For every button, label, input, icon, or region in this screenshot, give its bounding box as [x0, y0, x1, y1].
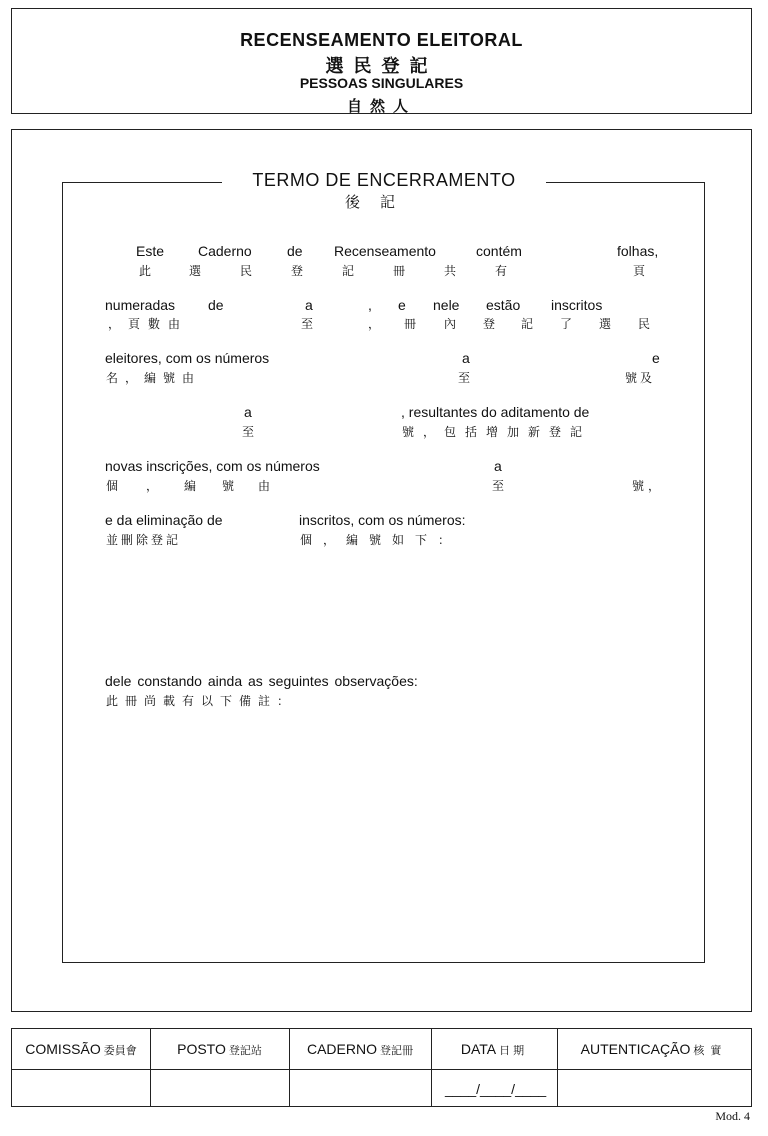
line1-zh: 記 [342, 264, 355, 278]
line6-text: inscritos, com os números: [299, 512, 466, 528]
line6-zh: 並刪除登記 [106, 533, 182, 547]
termo-title-pt: TERMO DE ENCERRAMENTO [222, 170, 546, 191]
line1-zh: 冊 [393, 264, 406, 278]
line2-word: e [398, 297, 406, 313]
form-model-number: Mod. 4 [715, 1109, 750, 1123]
line3-zh: 名，編號由 [106, 371, 202, 385]
line2-zh: 了 [560, 317, 573, 331]
line2-zh: 冊 [404, 317, 417, 331]
line3-text: eleitores, com os números [105, 350, 270, 366]
line2-word: estão [486, 297, 521, 313]
line1-zh: 登 [291, 264, 304, 278]
line4-zh: 至 [242, 425, 255, 439]
line2-zh: ， [368, 317, 381, 331]
line5-word: a [494, 458, 502, 474]
line4-zh: 號，包括增加新登記 [402, 425, 592, 439]
footer-head-label-zh: 日期 [499, 1045, 528, 1057]
line1-zh: 民 [240, 264, 253, 278]
line2-zh: 內 [444, 317, 457, 331]
line3-word: e [652, 350, 660, 366]
header-title-zh: 選民登記 [325, 56, 438, 76]
line1-word: Este [136, 243, 165, 259]
line2-word: , [368, 297, 372, 313]
line1-zh: 共 [444, 264, 457, 278]
line5-zh: 編 [184, 479, 197, 493]
line2-zh: 選 [599, 317, 612, 331]
footer-divider [12, 1069, 751, 1070]
line2-zh: 登 [483, 317, 496, 331]
footer-head-autenticacao [557, 1029, 751, 1069]
line2-word: a [305, 297, 313, 313]
line5-zh: ， [146, 479, 159, 493]
footer-head-label-zh: 登記冊 [380, 1045, 413, 1057]
line1-zh: 選 [189, 264, 202, 278]
line1-word: contém [476, 243, 522, 259]
line1-zh: 有 [495, 264, 508, 278]
line5-zh: 號 [222, 479, 235, 493]
line2-zh: 記 [521, 317, 534, 331]
line2-word: inscritos [551, 297, 603, 313]
footer-head-label-zh: 委員會 [103, 1045, 137, 1057]
line2-word: numeradas [105, 297, 176, 313]
line2-zh: 民 [638, 317, 651, 331]
line1-zh: 頁 [633, 264, 646, 278]
footer-head-posto [150, 1029, 289, 1069]
termo-title-zh: 後記 [344, 194, 415, 211]
line1-zh: 此 [139, 264, 152, 278]
header-title-pt: RECENSEAMENTO ELEITORAL [240, 30, 523, 50]
footer-table [11, 1028, 752, 1107]
footer-head-label: POSTO [177, 1041, 226, 1057]
line3-zh: 至 [458, 371, 471, 385]
header-box [11, 8, 752, 114]
line3-word: a [462, 350, 470, 366]
line1-word: Caderno [198, 243, 252, 259]
observations-label: dele constando ainda as seguintes observações: [105, 673, 418, 689]
line1-word: folhas, [617, 243, 659, 259]
line4-text: , resultantes do aditamento de [401, 404, 590, 420]
footer-head-label: COMISSÃO [25, 1041, 101, 1057]
footer-head-comissao [12, 1029, 150, 1069]
line2-word: de [208, 297, 224, 313]
footer-head-data [431, 1029, 557, 1069]
line2-zh: 至 [301, 317, 314, 331]
date-field[interactable]: ____/____/____ [445, 1081, 547, 1097]
header-subtitle-pt: PESSOAS SINGULARES [299, 75, 464, 91]
line6-zh: 個，編號如下： [300, 533, 462, 547]
line5-zh: 至 [492, 479, 505, 493]
footer-head-label: AUTENTICAÇÃO [580, 1041, 691, 1057]
line4-word: a [244, 404, 252, 420]
line5-zh: 號， [632, 479, 665, 493]
footer-head-label: DATA [460, 1041, 497, 1057]
line6-text: e da eliminação de [105, 512, 223, 528]
footer-head-label: CADERNO [306, 1041, 377, 1057]
line1-word: Recenseamento [334, 243, 436, 259]
line2-word: nele [433, 297, 460, 313]
header-subtitle-zh: 自然人 [346, 98, 416, 115]
line5-zh: 由 [258, 479, 271, 493]
footer-head-caderno [289, 1029, 431, 1069]
line2-zh: ，頁數由 [108, 317, 189, 331]
observations-label-zh: 此冊尚載有以下備註： [106, 694, 297, 708]
line1-word: de [287, 243, 303, 259]
footer-head-label-zh: 登記站 [228, 1045, 262, 1057]
line3-zh: 號及 [625, 371, 656, 385]
line5-text: novas inscrições, com os números [105, 458, 320, 474]
line5-zh: 個 [106, 479, 119, 493]
footer-head-label-zh: 核實 [693, 1045, 728, 1057]
